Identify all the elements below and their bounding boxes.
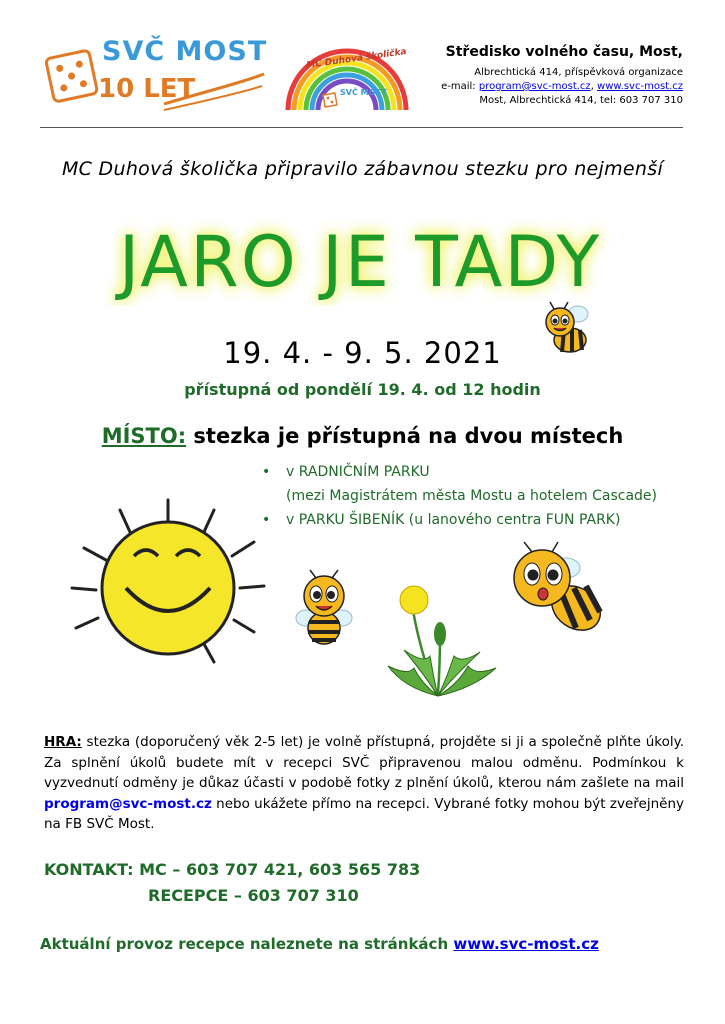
organization-info bbox=[383, 44, 683, 108]
logo-text-svc-most: SVČ MOST bbox=[102, 36, 268, 67]
list-item bbox=[258, 510, 698, 534]
dandelion-icon bbox=[384, 584, 500, 712]
game-text-part1: stezka (doporučený věk 2-5 let) je volně přístupná, projděte si ji a společně plňte úkoly. Za splnění úkolů budete mít v recepci SVČ připravenou malou odměnu. Podmínkou k vyzvednutí odměny je důkaz účasti v podobě fotky z plnění úkolů, kterou nám zašlete na mail bbox=[44, 734, 684, 791]
bee-icon bbox=[292, 568, 356, 650]
email-separator: , bbox=[590, 81, 598, 92]
header-divider bbox=[40, 127, 683, 128]
game-email-link[interactable]: program@svc-most.cz bbox=[44, 795, 212, 812]
page-title-graphic bbox=[60, 218, 660, 306]
sun-icon bbox=[64, 496, 274, 668]
org-email-link[interactable]: program@svc-most.cz bbox=[478, 81, 591, 92]
location-name: v PARKU ŠIBENÍK (u lanového centra FUN PARK) bbox=[286, 512, 621, 528]
logo-text-10-let: 10 LET bbox=[98, 74, 196, 104]
svc-most-10-let-logo bbox=[44, 34, 268, 116]
page-title: JARO JE TADY bbox=[118, 221, 602, 303]
footer-web-link[interactable]: www.svc-most.cz bbox=[453, 935, 599, 953]
footer-text: Aktuální provoz recepce naleznete na stránkách bbox=[40, 935, 454, 953]
game-description bbox=[44, 732, 684, 835]
intro-text: MC Duhová školička připravilo zábavnou stezku pro nejmenší bbox=[61, 158, 664, 180]
logo2-text: MC Duhová školička bbox=[305, 47, 408, 71]
location-subtext: (mezi Magistrátem města Mostu a hotelem Cascade) bbox=[286, 488, 658, 504]
email-prefix: e-mail: bbox=[441, 81, 479, 92]
location-name: v RADNIČNÍM PARKU bbox=[286, 464, 430, 480]
footer-line bbox=[40, 935, 599, 953]
contact-line-mc: KONTAKT: MC – 603 707 421, 603 565 783 bbox=[44, 860, 421, 879]
locations-list bbox=[258, 462, 698, 534]
title-block bbox=[60, 218, 660, 306]
contact-block bbox=[44, 857, 420, 909]
logo2-subtext: SVČ MOST bbox=[340, 88, 387, 97]
org-contact-line: Most, Albrechtická 414, tel: 603 707 310 bbox=[479, 95, 683, 106]
access-info: přístupná od pondělí 19. 4. od 12 hodin bbox=[184, 380, 541, 399]
event-dates: 19. 4. - 9. 5. 2021 bbox=[223, 336, 502, 370]
org-address: Albrechtická 414, příspěvková organizace bbox=[474, 67, 683, 78]
org-web-link[interactable]: www.svc-most.cz bbox=[597, 81, 683, 92]
org-email-line bbox=[383, 80, 683, 94]
bee-icon-large bbox=[506, 540, 606, 640]
game-label: HRA: bbox=[44, 734, 82, 750]
bullet-icon: • bbox=[262, 512, 271, 528]
contact-line-reception: RECEPCE – 603 707 310 bbox=[148, 886, 359, 905]
place-heading bbox=[0, 424, 725, 448]
list-item bbox=[258, 462, 698, 486]
place-text: stezka je přístupná na dvou místech bbox=[186, 424, 624, 448]
game-text-part2: nebo ukážete přímo na recepci. Vybrané fotky mohou být zveřejněny na FB SVČ Most. bbox=[44, 795, 684, 832]
bullet-icon: • bbox=[262, 464, 271, 480]
org-name: Středisko volného času, Most, bbox=[445, 44, 683, 60]
place-label: MÍSTO: bbox=[101, 424, 187, 448]
